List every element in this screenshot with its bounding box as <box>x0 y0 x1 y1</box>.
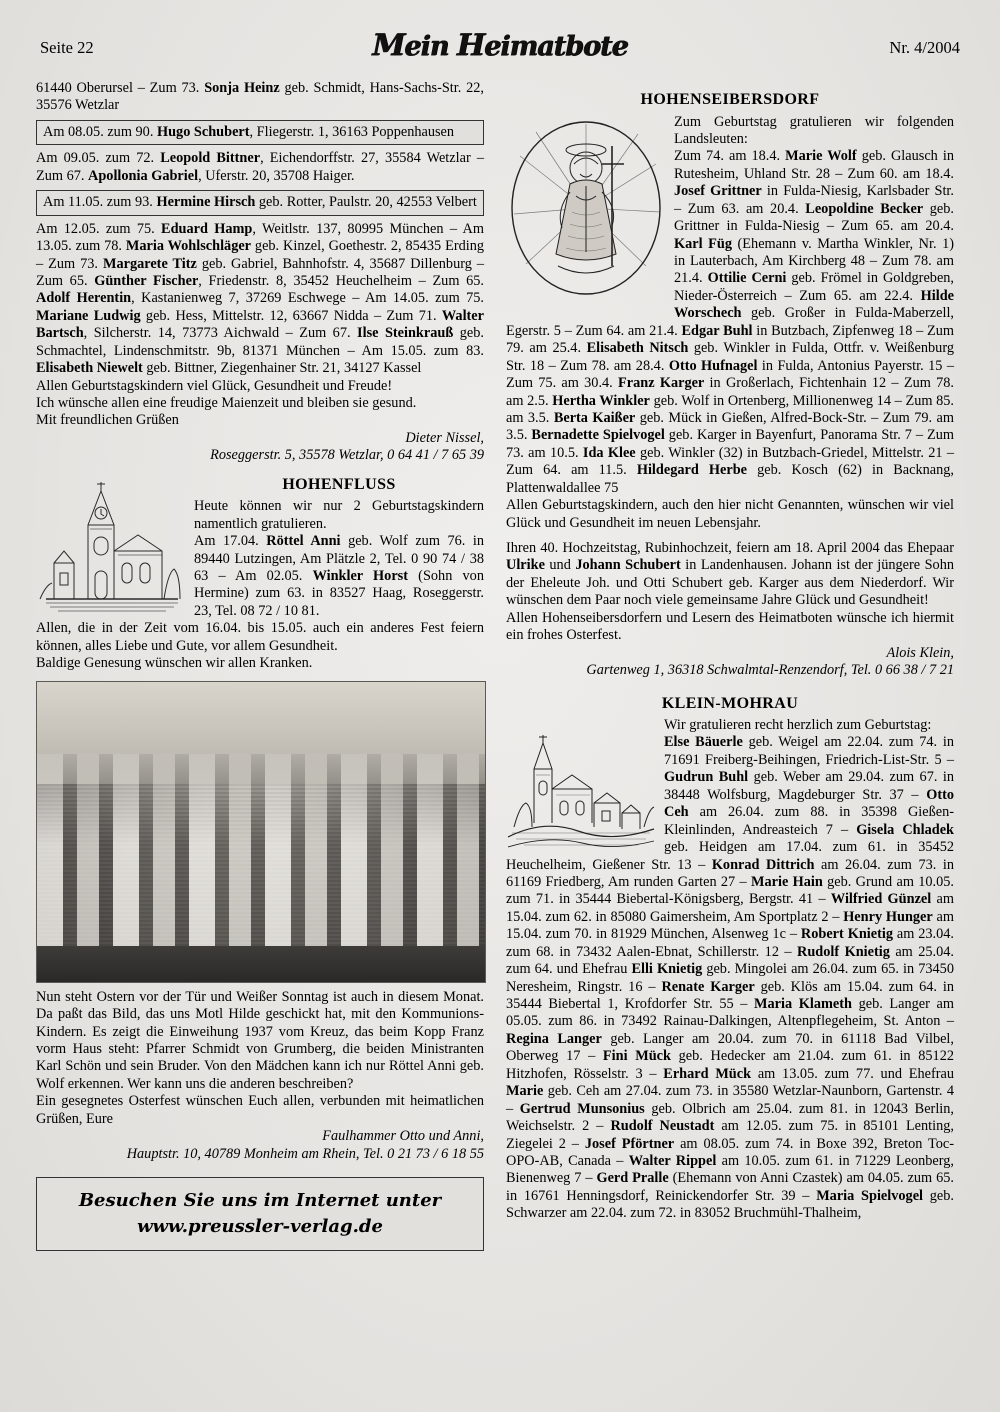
page-header <box>36 26 964 72</box>
saint-figure-icon <box>506 116 666 306</box>
photo-caption-2: Ein gesegnetes Osterfest wünschen Euch allen, verbunden mit heimatlichen Grüßen, Eure <box>36 1093 484 1127</box>
boxed-entry-1: Am 08.05. zum 90. Hugo Schubert, Fliegerstr. 1, 36163 Poppenhausen <box>36 120 484 145</box>
signature-name-3: Alois Klein, <box>886 644 954 661</box>
advert-box[interactable] <box>36 1177 484 1251</box>
hohenseibersdorf-paragraph-2: Zum 74. am 18.4. Marie Wolf geb. Glausch in Rutesheim, Uhland Str. 28 – Zum 60. am 18.4. Josef Grittner in Fulda-Niesig, Karlsbader Str. – Zum 63. am 20.4. Leopoldine Becker geb. Grittner in Fulda-Niesig – Zum 65. am 20.4. Karl Füg (Ehemann v. Martha Winkler, Nr. 1) in Lauterbach, Am Kirchberg 48 – Zum 78. am 21.4. Ottilie Cerni geb. Frömel in Goldgreben, Nieder-Österreich – Zum 65. am 22.4. Hilde Worschech geb. Großer in Fulda-Maberzell, Egerstr. 5 – Zum 64. am 21.4. Edgar Buhl in Butzbach, Zipfenweg 18 – Zum 79. am 25.4. Elisabeth Nitsch geb. Winkler in Fulda, Ottfr. v. Weißenburg Str. 18 – Zum 78. am 28.4. Otto Hufnagel in Fulda, Antonius Payerstr. 15 – Zum 75. am 30.4. Franz Karger in Großerlach, Fichtenhain 12 – Zum 78. am 2.5. Hertha Winkler geb. Wolf in Ortenberg, Millionenweg 14 – Zum 85. am 3.5. Berta Kaißer geb. Mück in Gießen, Alfred-Bock-Str. – Zum 79. am 3.5. Bernadette Spielvogel geb. Karger in Bayenfurt, Panorama Str. 7 – Zum 73. am 10.5. Ida Klee geb. Winkler (32) in Butzbach-Griedel, Mittelstr. 21 – Zum 64. am 11.5. Hildegard Herbe geb. Kosch (62) in Backnang, Plattenwaldallee 75 <box>506 148 955 496</box>
klein-mohrau-paragraph-1: Wir gratulieren recht herzlich zum Geburtstag: <box>664 717 932 734</box>
klein-mohrau-paragraph-2: Else Bäuerle geb. Weigel am 22.04. zum 74. in 71691 Freiberg-Beihingen, Friedrich-List-Str. 5 – Gudrun Buhl geb. Weber am 29.04. zum 67. in 38448 Wolfsburg, Magdeburger Str. 37 – Otto Ceh am 26.04. zum 88. in 35398 Gießen-Kleinlinden, Andreasteich 7 – Gisela Chladek geb. Heidgen am 17.04. zum 61. in 35452 Heuchelheim, Gießener Str. 13 – Konrad Dittrich am 26.04. zum 73. in 61169 Friedberg, Am runden Garten 27 – Marie Hain geb. Grund am 10.05. zum 71. in 35444 Biebertal-Königsberg, Bergstr. 41 – Wilfried Günzel am 15.04. zum 62. in 85080 Gaimersheim, Am Sportplatz 2 – Henry Hunger am 15.04. zum 70. in 81929 München, Alsenweg 1c – Robert Knietig am 23.04. zum 68. in 73432 Aalen-Ebnat, Schillerstr. 12 – Rudolf Knietig am 25.04. zum 64. und Ehefrau Elli Knietig geb. Mingolei am 26.04. zum 65. in 73450 Neresheim, Ringstr. 16 – Renate Karger geb. Klös am 15.04. zum 64. in 35444 Biebertal 1, Krofdorfer Str. 55 – Maria Klameth geb. Langer am 05.05. zum 86. in 73492 Rainau-Dalkingen, Altenpflegeheim, St. Anton – Regina Langer geb. Langer am 20.04. zum 70. in 61118 Bad Vilbel, Oberweg 17 – Fini Mück geb. Hedecker am 21.04. zum 61. in 85122 Hitzhofen, Rösselstr. 3 – Erhard Mück am 13.05. zum 77. und Ehefrau Marie geb. Ceh am 27.04. zum 73. in 35580 Wetzlar-Naunborn, Gartenstr. 4 – Gertrud Munsonius geb. Olbrich am 25.04. zum 81. in 12043 Berlin, Weichselstr. 2 – Rudolf Neustadt am 12.05. zum 75. in 85101 Lenting, Ziegelei 2 – Josef Pförtner am 08.05. zum 74. in Boxe 392, Breton Toc-OPO-AB, Canada – Walter Rippel am 10.05. zum 61. in 71229 Leonberg, Bienenweg 7 – Gerd Pralle (Ehemann von Anni Czastek) am 04.05. zum 65. in 16761 Henningsdorf, Reinickendorfer Str. 39 – Maria Spielvogel geb. Schwarzer am 22.04. zum 72. in 83052 Bruchmühl-Thalheim, <box>506 734 955 1222</box>
paragraph-birthday-list-1: 61440 Oberursel – Zum 73. Sonja Heinz geb. Schmidt, Hans-Sachs-Str. 22, 35576 Wetzlar <box>36 80 484 114</box>
signature-address-3: Gartenweg 1, 36318 Schwalmtal-Renzendorf, Tel. 0 66 38 / 7 21 <box>586 662 954 679</box>
masthead-logo: Mein Heimatbote <box>372 28 628 63</box>
advert-line-2[interactable]: www.preussler-verlag.de <box>137 1215 383 1237</box>
advert-line-1: Besuchen Sie uns im Internet unter <box>78 1190 442 1212</box>
paragraph-wishes: Ich wünsche allen eine freudige Maienzeit und bleiben sie gesund. <box>36 395 417 411</box>
section-title-hohenfluss: HOHENFLUSS <box>282 475 396 493</box>
signature-name-2: Faulhammer Otto und Anni, <box>322 1128 484 1145</box>
left-column <box>36 80 484 1251</box>
hohenfluss-paragraph-2: Am 17.04. Röttel Anni geb. Wolf zum 76. in 89440 Lutzingen, Am Plätzle 2, Tel. 0 90 74 / 38 63 – Am 02.05. Winkler Horst (Sohn von Hermine) zum 63. in 83527 Haag, Roseggerstr. 23, Tel. 08 72 / 10 81. <box>194 533 484 619</box>
paragraph-greeting: Mit freundlichen Grüßen <box>36 412 179 429</box>
paragraph-birthday-list-2: Am 09.05. zum 72. Leopold Bittner, Eichendorffstr. 27, 35584 Wetzlar – Zum 67. Apollonia Gabriel, Uferstr. 20, 35708 Haiger. <box>36 150 484 184</box>
hohenfluss-paragraph-1: Heute können wir nur 2 Geburtstagskindern namentlich gratulieren. <box>194 498 484 532</box>
paragraph-birthday-list-3: Am 12.05. zum 75. Eduard Hamp, Weitlstr. 137, 80995 München – Am 13.05. zum 78. Maria Wohlschläger geb. Kinzel, Goethestr. 2, 85435 Erding – Zum 73. Margarete Titz geb. Gabriel, Bahnhofstr. 4, 35687 Dillenburg – Zum 65. Günther Fischer, Friedenstr. 8, 35452 Heuchelheim – Zum 65. Adolf Herentin, Kastanienweg 7, 37269 Eschwege – Am 14.05. zum 75. Mariane Ludwig geb. Hess, Mittelstr. 12, 63667 Nidda – Zum 71. Walter Bartsch, Silcherstr. 14, 73773 Aichwald – Zum 67. Ilse Steinkrauß geb. Schmachtel, Lindenschmitstr. 9b, 81371 München – Am 15.05. zum 83. Elisabeth Niewelt geb. Bittner, Ziegenhainer Str. 21, 34127 Kassel <box>36 220 485 377</box>
right-column <box>506 80 954 1251</box>
hohenfluss-paragraph-4: Baldige Genesung wünschen wir allen Kranken. <box>36 655 313 672</box>
page-number-label: Seite 22 <box>40 38 94 57</box>
hohenfluss-section <box>36 465 484 673</box>
section-title-hohenseibersdorf: HOHENSEIBERSDORF <box>640 91 820 108</box>
anniversary-paragraph: Ihren 40. Hochzeitstag, Rubinhochzeit, feiern am 18. April 2004 das Ehepaar Ulrike und Johann Schubert in Landenhausen. Johann ist der jüngere Sohn der Eheleute Joh. und Otti Schubert geb. Karger aus dem Niederdorf. Wir wünschen dem Paar noch viele gemeinsame Jahre Glück und Gesundheit! <box>506 540 955 609</box>
church-icon <box>36 467 186 617</box>
hohenseibersdorf-paragraph-1: Zum Geburtstag gratulieren wir folgenden Landsleuten: <box>674 113 954 147</box>
hohenfluss-paragraph-3: Allen, die in der Zeit vom 16.04. bis 15.05. auch ein anderes Fest feiern können, alles Liebe und Gute, vor allem Gesundheit. <box>36 620 484 654</box>
hohenseibersdorf-paragraph-3: Allen Geburtstagskindern, auch den hier nicht Genannten, wünschen wir viel Glück und Gesundheit im neuen Lebensjahr. <box>506 497 954 531</box>
signature-address-1: Roseggerstr. 5, 35578 Wetzlar, 0 64 41 / 7 65 39 <box>210 447 484 464</box>
boxed-entry-2: Am 11.05. zum 93. Hermine Hirsch geb. Rotter, Paulstr. 20, 42553 Velbert <box>36 190 484 215</box>
village-church-icon <box>506 719 656 854</box>
communion-group-photo <box>36 681 486 983</box>
two-column-body <box>36 80 964 1251</box>
easter-greeting-paragraph: Allen Hohenseibersdorfern und Lesern des Heimatboten wünsche ich hiermit ein frohes Osterfest. <box>506 609 954 644</box>
issue-number-label: Nr. 4/2004 <box>889 38 960 57</box>
signature-name-1: Dieter Nissel, <box>405 429 484 446</box>
photo-caption: Nun steht Ostern vor der Tür und Weißer Sonntag ist auch in diesem Monat. Da paßt das Bild, das uns Motl Hilde geschickt hat, mit den Kommunions-Kindern. Es zeigt die Einweihung 1937 vom Kreuz, das beim Kopp Franz vorm Haus steht: Pfarrer Schmidt von Grumberg, die beiden Ministranten Karl Schön und sein Bruder. Von den Mädchen kann ich nur Röttel Anni geb. Wolf erkennen. Wer kann uns die anderen beschreiben? <box>36 988 484 1092</box>
section-title-klein-mohrau: KLEIN-MOHRAU <box>661 694 799 712</box>
paragraph-congrats: Allen Geburtstagskindern viel Glück, Gesundheit und Freude! <box>36 377 393 394</box>
signature-address-2: Hauptstr. 10, 40789 Monheim am Rhein, Tel. 0 21 73 / 6 18 55 <box>126 1145 484 1162</box>
